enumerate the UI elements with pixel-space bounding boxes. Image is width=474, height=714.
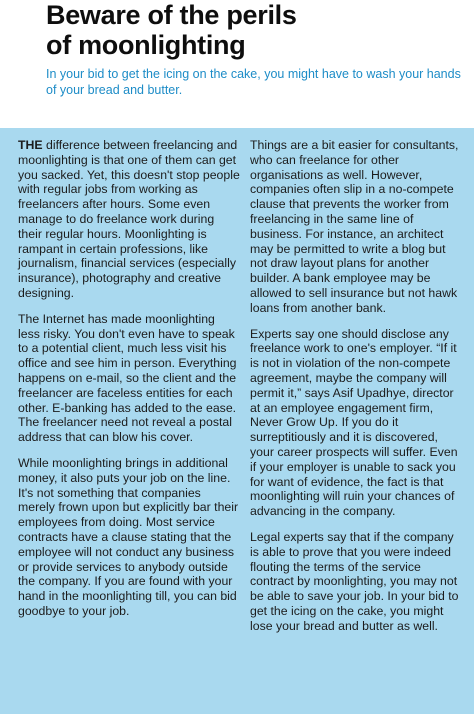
article-header <box>0 0 474 130</box>
article-title-line-2: of moonlighting <box>46 30 246 60</box>
paragraph: Things are a bit easier for consultants, who can freelance for other organisations as well. However, companies often slip in a no-compete clause that prevents the worker from freelancing in the same line of business. For instance, an architect may be permitted to write a blog but not draw layout plans for another builder. A bank employee may be allowed to sell insurance but not hawk loans from another bank. <box>250 138 459 315</box>
article-standfirst: In your bid to get the icing on the cake, you might have to wash your hands of your bread and butter. <box>46 67 461 97</box>
paragraph: Legal experts say that if the company is able to prove that you were indeed flouting the terms of the service contract by moonlighting, you may not be able to save your job. In your bid to get the icing on the cake, you might lose your bread and butter as well. <box>250 529 459 633</box>
article-title-line-1: Beware of the perils <box>46 0 297 30</box>
paragraph: While moonlighting brings in additional money, it also puts your job on the line. It's not something that companies merely frown upon but explicitly bar their employees from doing. Most service contracts have a clause stating that the employee will not conduct any business or provide services to anybody outside the company. If you are found with your hand in the moonlighting till, you can bid goodbye to your job. <box>18 455 239 618</box>
article-body-panel <box>0 128 474 714</box>
paragraph: Experts say one should disclose any freelance work to one's employer. “If it is not in violation of the non-compete agreement, maybe the company will permit it,” says Asif Upadhye, director at an employee engagement firm, Never Grow Up. If you do it surreptitiously and it is discovered, your career prospects will suffer. Even if your employer is unable to sack you for want of evidence, the fact is that moonlighting will ruin your chances of advancing in the company. <box>250 326 458 519</box>
lead-word: THE <box>18 138 43 152</box>
left-column <box>18 138 240 630</box>
paragraph: The Internet has made moonlighting less risky. You don't even have to speak to a potential client, much less visit his office and see him in person. Everything happens on e-mail, so the client and the freelancer are faceless entities for each other. E-banking has added to the ease. The freelancer need not reveal a postal address that can blow his cover. <box>18 311 237 445</box>
paragraph <box>18 138 240 301</box>
paragraph-text: difference between freelancing and moonlighting is that one of them can get you sacked. Yet, this doesn't stop people with regular jobs from working as freelancers after hours. Some even manage to do freelance work during their regular hours. Moonlighting is rampant in certain professions, like journalism, financial services (especially insurance), photography and creative designing. <box>18 138 240 300</box>
article-title <box>46 0 466 60</box>
right-column <box>250 138 462 645</box>
